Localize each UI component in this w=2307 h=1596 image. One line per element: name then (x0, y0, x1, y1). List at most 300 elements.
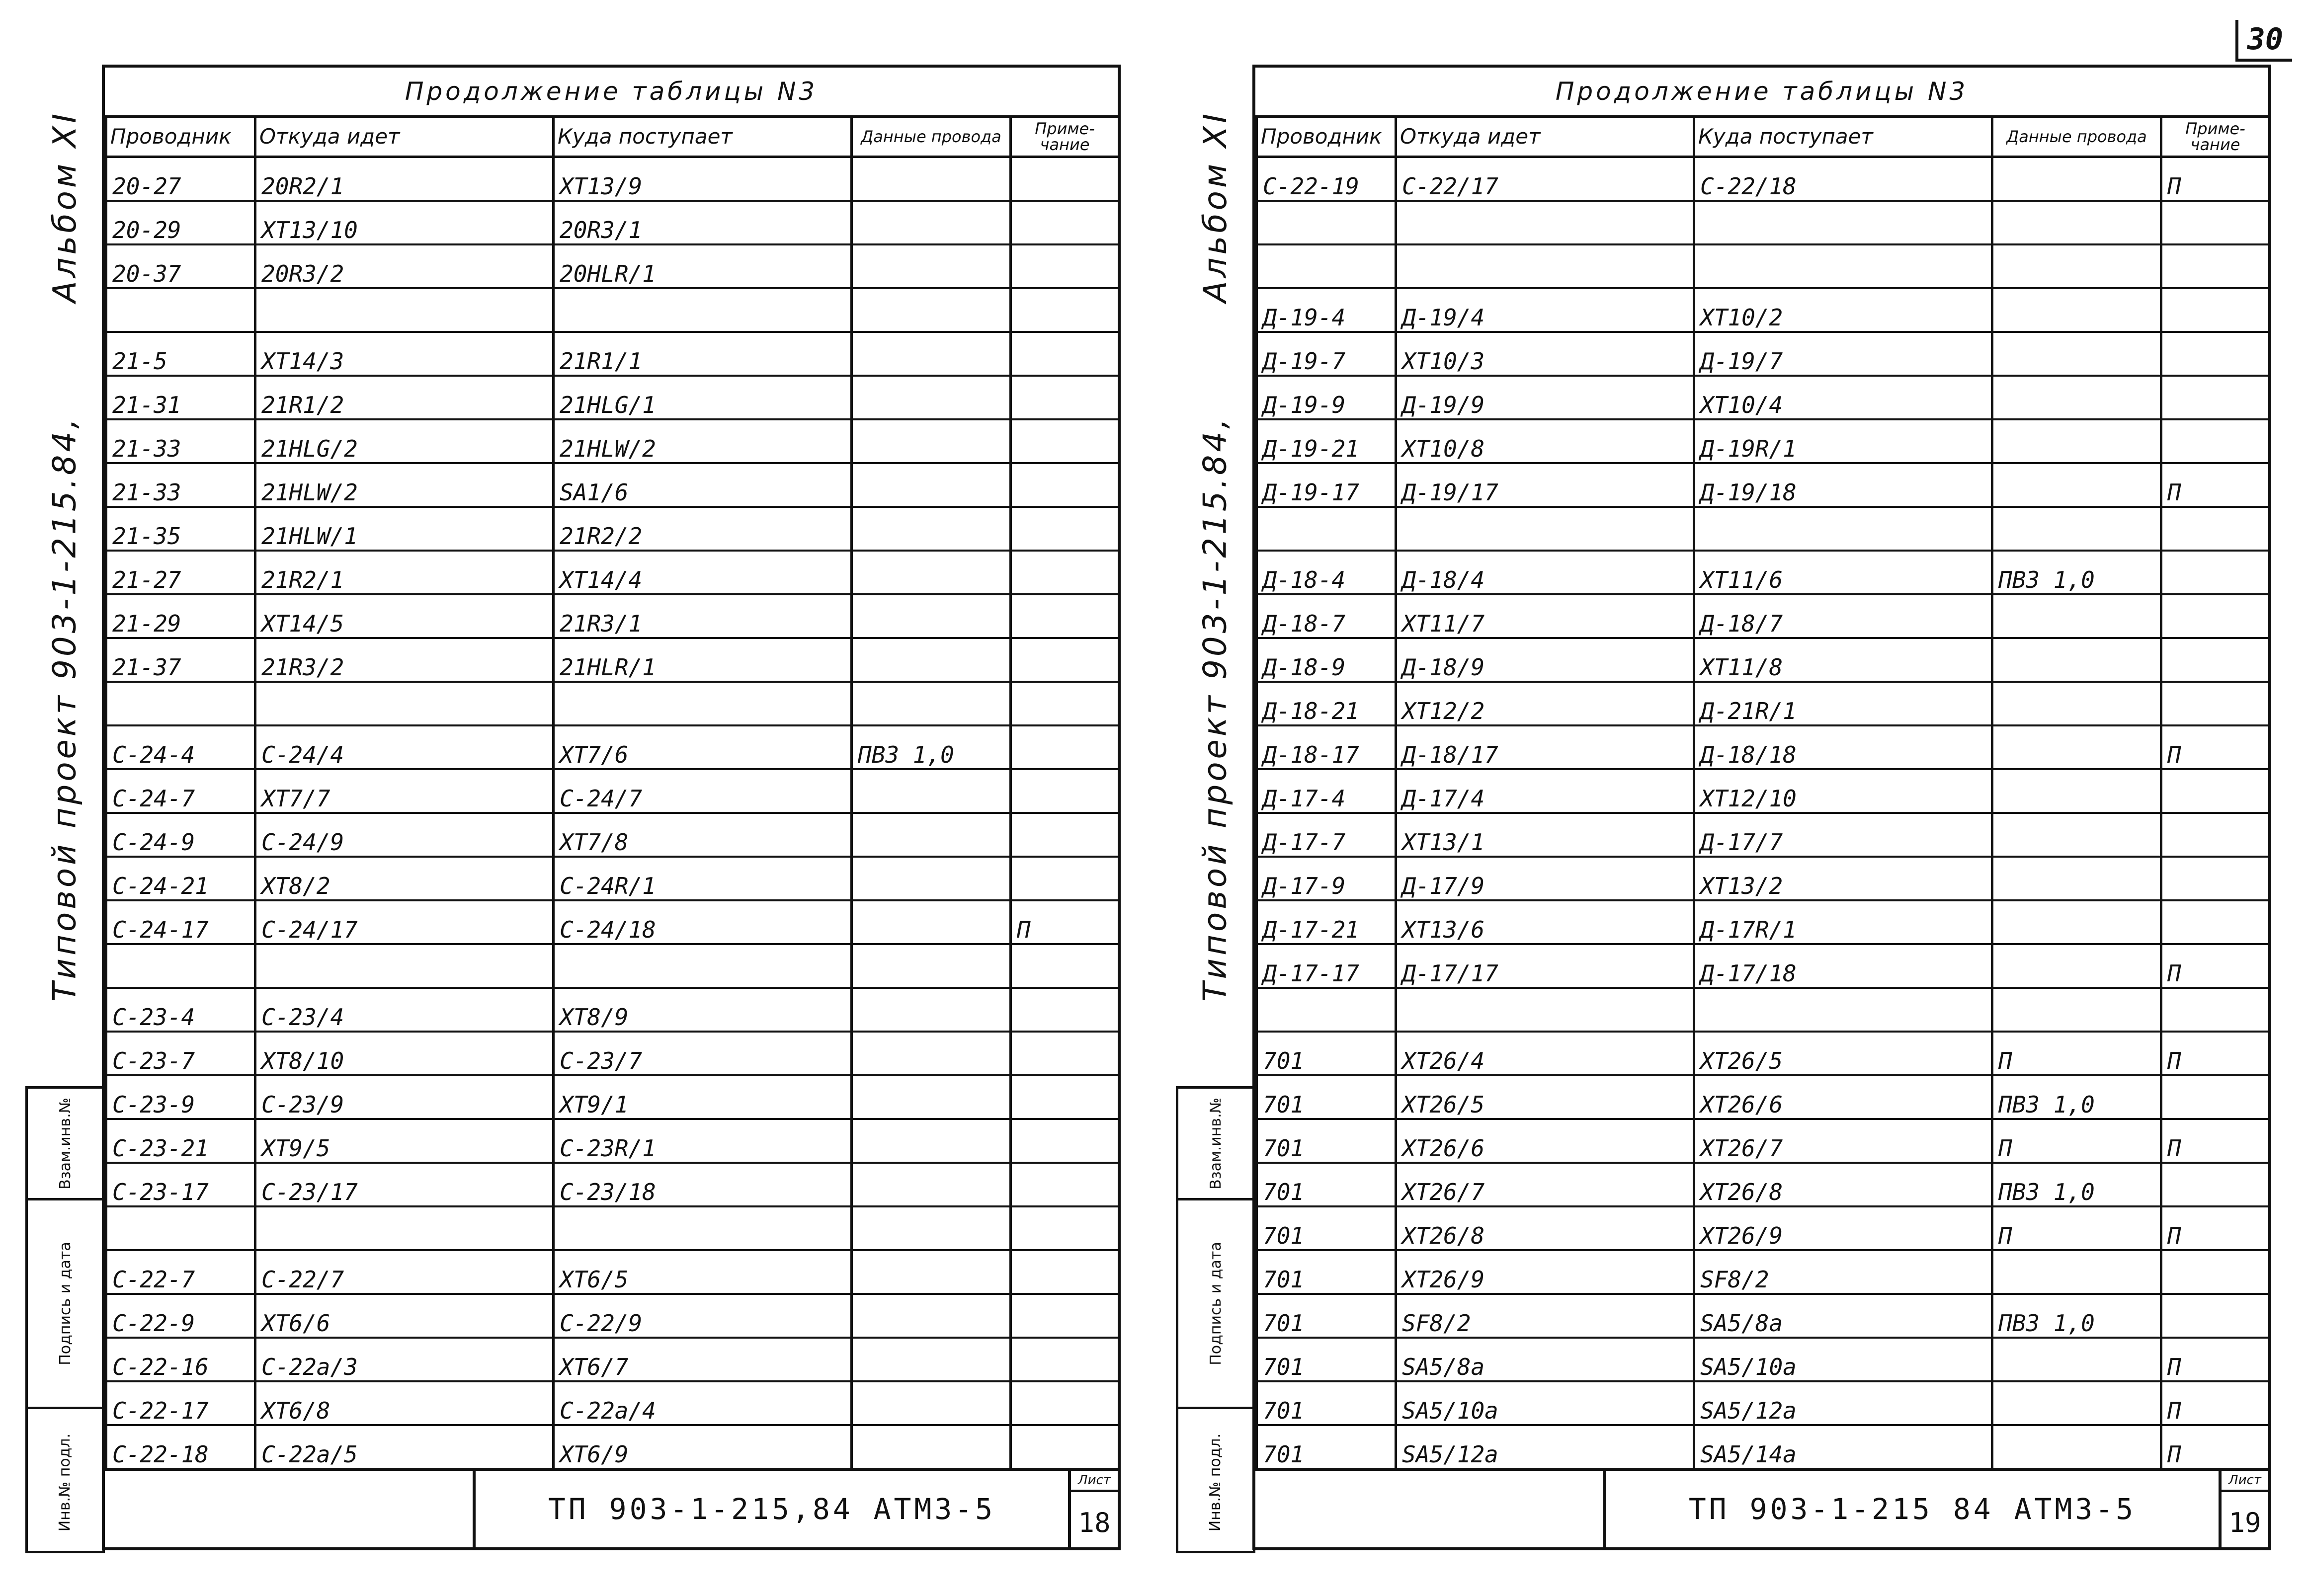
table-row (106, 638, 1119, 682)
cell-conductor: 21-29 (106, 594, 255, 638)
table-row (1257, 857, 2270, 900)
cell-from: C-22/17 (1396, 157, 1694, 201)
cell-note: П (2161, 1206, 2270, 1250)
cell-to (1694, 201, 1992, 244)
sheet-left (47, 65, 1121, 1550)
cell-to: SA1/6 (554, 463, 852, 507)
cell-note: П (2161, 1381, 2270, 1425)
cell-to: Д-21R/1 (1694, 682, 1992, 725)
cell-note (1011, 244, 1119, 288)
cell-from (255, 944, 554, 988)
cell-note (1011, 1163, 1119, 1206)
table-row (1257, 944, 2270, 988)
table-row (106, 1250, 1119, 1294)
cell-wire-data (852, 332, 1011, 376)
cell-note: П (2161, 1119, 2270, 1163)
cell-to: XT6/5 (554, 1250, 852, 1294)
cell-wire-data (852, 594, 1011, 638)
cell-conductor: 701 (1257, 1119, 1396, 1163)
cell-wire-data (1992, 988, 2161, 1032)
cell-note (2161, 332, 2270, 376)
cell-conductor: Д-17-4 (1257, 769, 1396, 813)
stamp-signature-date: Подпись и дата (1178, 1198, 1253, 1407)
sheet-label: Лист (2222, 1473, 2268, 1492)
cell-to: XT6/9 (554, 1425, 852, 1469)
cell-to (554, 682, 852, 725)
cell-to: C-22/18 (1694, 157, 1992, 201)
cell-from: Д-17/17 (1396, 944, 1694, 988)
document-designation: ТП 903-1-215 84 АТМ3-5 (1688, 1492, 2137, 1526)
cell-to (554, 1206, 852, 1250)
cell-from: XT26/8 (1396, 1206, 1694, 1250)
cell-to: C-23R/1 (554, 1119, 852, 1163)
cell-from: Д-18/4 (1396, 551, 1694, 594)
table-row (1257, 551, 2270, 594)
cell-from: 20R2/1 (255, 157, 554, 201)
cell-wire-data: П (1992, 1032, 2161, 1075)
header-conductor: Проводник (106, 117, 255, 157)
cell-wire-data (1992, 419, 2161, 463)
cell-conductor (1257, 244, 1396, 288)
table-row (106, 332, 1119, 376)
wire-table (105, 115, 1120, 1470)
cell-wire-data (852, 857, 1011, 900)
cell-to: XT11/6 (1694, 551, 1992, 594)
cell-note (2161, 1075, 2270, 1119)
cell-to: Д-17/7 (1694, 813, 1992, 857)
cell-note (1011, 1425, 1119, 1469)
cell-to (554, 944, 852, 988)
cell-note: П (2161, 1032, 2270, 1075)
cell-wire-data (852, 1163, 1011, 1206)
table-row (1257, 900, 2270, 944)
table-row (1257, 1119, 2270, 1163)
cell-note: П (2161, 944, 2270, 988)
cell-from: 20R3/2 (255, 244, 554, 288)
cell-conductor (106, 682, 255, 725)
cell-note (1011, 988, 1119, 1032)
cell-note (2161, 1294, 2270, 1338)
cell-from: SA5/8a (1396, 1338, 1694, 1381)
cell-conductor: 701 (1257, 1163, 1396, 1206)
cell-from (1396, 507, 1694, 551)
table-row (106, 944, 1119, 988)
cell-conductor: 701 (1257, 1425, 1396, 1469)
cell-note: П (2161, 1425, 2270, 1469)
cell-to: XT7/6 (554, 725, 852, 769)
cell-conductor: C-22-18 (106, 1425, 255, 1469)
cell-from: C-23/17 (255, 1163, 554, 1206)
cell-from (255, 288, 554, 332)
cell-note (1011, 1338, 1119, 1381)
table-row (106, 1425, 1119, 1469)
header-to: Куда поступает (1694, 117, 1992, 157)
table-row (106, 1119, 1119, 1163)
title-block (1255, 1468, 2268, 1547)
cell-wire-data (852, 638, 1011, 682)
cell-wire-data (852, 157, 1011, 201)
cell-conductor: Д-17-17 (1257, 944, 1396, 988)
table-row (106, 376, 1119, 419)
cell-wire-data (1992, 1250, 2161, 1294)
cell-wire-data (1992, 463, 2161, 507)
cell-conductor (1257, 507, 1396, 551)
table-row (106, 244, 1119, 288)
cell-note (2161, 376, 2270, 419)
cell-conductor: 701 (1257, 1381, 1396, 1425)
cell-note (1011, 682, 1119, 725)
cell-to: C-24R/1 (554, 857, 852, 900)
cell-conductor: 21-27 (106, 551, 255, 594)
cell-from: SA5/12a (1396, 1425, 1694, 1469)
table-row (106, 157, 1119, 201)
cell-wire-data (852, 463, 1011, 507)
cell-to: XT14/4 (554, 551, 852, 594)
cell-from: Д-18/17 (1396, 725, 1694, 769)
cell-note (1011, 813, 1119, 857)
cell-from: XT9/5 (255, 1119, 554, 1163)
table-row (106, 594, 1119, 638)
cell-from: XT10/3 (1396, 332, 1694, 376)
cell-conductor: C-22-9 (106, 1294, 255, 1338)
cell-note (1011, 1250, 1119, 1294)
cell-from: Д-18/9 (1396, 638, 1694, 682)
cell-to: 21R1/1 (554, 332, 852, 376)
sheet-number: 18 (1078, 1507, 1111, 1538)
cell-wire-data (1992, 682, 2161, 725)
stamp-original-inv: Инв.№ подл. (1178, 1407, 1253, 1556)
table-caption: Продолжение таблицы N3 (1555, 77, 1969, 106)
cell-to: Д-19R/1 (1694, 419, 1992, 463)
cell-wire-data (1992, 288, 2161, 332)
cell-to: XT26/5 (1694, 1032, 1992, 1075)
cell-wire-data (1992, 1425, 2161, 1469)
table-row (106, 1381, 1119, 1425)
cell-from: XT14/3 (255, 332, 554, 376)
cell-wire-data (1992, 638, 2161, 682)
cell-to: 21R2/2 (554, 507, 852, 551)
cell-wire-data (852, 1294, 1011, 1338)
cell-to: C-23/18 (554, 1163, 852, 1206)
table-row (106, 507, 1119, 551)
project-label: Типовой проект 903-1-215.84, (47, 415, 83, 1002)
cell-to: SA5/10a (1694, 1338, 1992, 1381)
cell-conductor: C-24-17 (106, 900, 255, 944)
cell-to: Д-19/7 (1694, 332, 1992, 376)
cell-conductor (1257, 201, 1396, 244)
stamp-original-inv: Инв.№ подл. (28, 1407, 102, 1556)
header-from: Откуда идет (255, 117, 554, 157)
cell-to: XT10/4 (1694, 376, 1992, 419)
cell-to: XT26/7 (1694, 1119, 1992, 1163)
table-row (1257, 332, 2270, 376)
table-row (1257, 813, 2270, 857)
cell-conductor: C-24-21 (106, 857, 255, 900)
cell-wire-data: ПВЗ 1,0 (1992, 1075, 2161, 1119)
cell-conductor: C-22-7 (106, 1250, 255, 1294)
sheet-right (1197, 65, 2271, 1550)
album-label: Альбом XI (47, 110, 83, 303)
cell-note (1011, 463, 1119, 507)
cell-note (1011, 594, 1119, 638)
cell-conductor: Д-18-9 (1257, 638, 1396, 682)
cell-to: 21HLW/2 (554, 419, 852, 463)
cell-note (2161, 900, 2270, 944)
cell-from: 21HLW/2 (255, 463, 554, 507)
cell-wire-data (852, 507, 1011, 551)
cell-conductor: C-23-17 (106, 1163, 255, 1206)
cell-conductor: Д-19-7 (1257, 332, 1396, 376)
cell-note (1011, 769, 1119, 813)
cell-to: Д-19/18 (1694, 463, 1992, 507)
cell-note (1011, 1381, 1119, 1425)
cell-note (2161, 201, 2270, 244)
cell-note (2161, 682, 2270, 725)
album-label: Альбом XI (1197, 110, 1234, 303)
cell-note (2161, 551, 2270, 594)
cell-conductor: Д-19-4 (1257, 288, 1396, 332)
cell-to: Д-17/18 (1694, 944, 1992, 988)
table-row (1257, 201, 2270, 244)
cell-from: XT6/8 (255, 1381, 554, 1425)
cell-note: П (2161, 1338, 2270, 1381)
header-wire-data: Данные провода (852, 117, 1011, 157)
cell-wire-data (852, 1206, 1011, 1250)
cell-note: П (2161, 157, 2270, 201)
cell-to: XT26/9 (1694, 1206, 1992, 1250)
cell-wire-data (1992, 813, 2161, 857)
cell-note (1011, 288, 1119, 332)
cell-to: XT6/7 (554, 1338, 852, 1381)
cell-to: XT26/6 (1694, 1075, 1992, 1119)
cell-conductor: 21-5 (106, 332, 255, 376)
cell-wire-data (852, 419, 1011, 463)
cell-conductor: 701 (1257, 1250, 1396, 1294)
stamp-replace-inv: Взам.инв.№ (56, 1097, 74, 1190)
cell-conductor: C-24-9 (106, 813, 255, 857)
cell-from: Д-17/4 (1396, 769, 1694, 813)
table-row (106, 725, 1119, 769)
cell-to (1694, 507, 1992, 551)
cell-from: XT11/7 (1396, 594, 1694, 638)
cell-conductor: Д-18-4 (1257, 551, 1396, 594)
table-row (1257, 157, 2270, 201)
cell-wire-data (852, 1338, 1011, 1381)
table-row (1257, 1075, 2270, 1119)
cell-conductor: C-23-7 (106, 1032, 255, 1075)
cell-from: XT14/5 (255, 594, 554, 638)
cell-note: П (2161, 463, 2270, 507)
table-row (1257, 594, 2270, 638)
cell-from: 21R2/1 (255, 551, 554, 594)
cell-from: SA5/10a (1396, 1381, 1694, 1425)
cell-to: SA5/8a (1694, 1294, 1992, 1338)
cell-conductor: C-23-4 (106, 988, 255, 1032)
cell-note (1011, 419, 1119, 463)
table-row (106, 813, 1119, 857)
table-row (106, 682, 1119, 725)
cell-from: C-22a/5 (255, 1425, 554, 1469)
cell-wire-data (852, 201, 1011, 244)
table-row (1257, 769, 2270, 813)
cell-to: 20R3/1 (554, 201, 852, 244)
cell-from: C-22/7 (255, 1250, 554, 1294)
cell-from (1396, 988, 1694, 1032)
cell-from: Д-19/4 (1396, 288, 1694, 332)
cell-conductor: 701 (1257, 1206, 1396, 1250)
cell-wire-data (852, 769, 1011, 813)
cell-conductor (106, 1206, 255, 1250)
cell-to: SA5/14a (1694, 1425, 1992, 1469)
table-row (106, 463, 1119, 507)
cell-conductor: Д-19-21 (1257, 419, 1396, 463)
cell-conductor: 21-31 (106, 376, 255, 419)
cell-conductor: 701 (1257, 1338, 1396, 1381)
cell-note (2161, 988, 2270, 1032)
cell-to: Д-18/18 (1694, 725, 1992, 769)
cell-note (1011, 332, 1119, 376)
page-number: 30 (2235, 20, 2292, 62)
cell-conductor: 21-35 (106, 507, 255, 551)
cell-note (1011, 201, 1119, 244)
cell-conductor (106, 288, 255, 332)
cell-from (1396, 244, 1694, 288)
cell-conductor: 21-33 (106, 463, 255, 507)
table-row (106, 551, 1119, 594)
cell-to: 21R3/1 (554, 594, 852, 638)
cell-to: XT7/8 (554, 813, 852, 857)
stamp-replace-inv: Взам.инв.№ (1207, 1097, 1225, 1190)
cell-wire-data (852, 288, 1011, 332)
cell-conductor: 701 (1257, 1032, 1396, 1075)
cell-to: C-22/9 (554, 1294, 852, 1338)
table-row (1257, 1206, 2270, 1250)
header-note: Приме-чание (2161, 117, 2270, 157)
cell-wire-data (1992, 1381, 2161, 1425)
cell-to: XT9/1 (554, 1075, 852, 1119)
cell-conductor: Д-17-21 (1257, 900, 1396, 944)
cell-from: XT13/6 (1396, 900, 1694, 944)
cell-wire-data (1992, 244, 2161, 288)
cell-from: XT26/5 (1396, 1075, 1694, 1119)
table-row (106, 1206, 1119, 1250)
table-header-row (106, 117, 1119, 157)
table-row (106, 201, 1119, 244)
table-row (106, 1032, 1119, 1075)
cell-from: XT7/7 (255, 769, 554, 813)
sheet-box (1068, 1471, 1118, 1547)
cell-conductor: Д-17-7 (1257, 813, 1396, 857)
cell-to: C-22a/4 (554, 1381, 852, 1425)
table-row (1257, 1338, 2270, 1381)
cell-to: C-24/7 (554, 769, 852, 813)
cell-conductor: 701 (1257, 1294, 1396, 1338)
cell-note (1011, 1206, 1119, 1250)
cell-wire-data (852, 1119, 1011, 1163)
table-row (1257, 638, 2270, 682)
cell-from: C-24/9 (255, 813, 554, 857)
cell-wire-data: ПВЗ 1,0 (1992, 551, 2161, 594)
cell-from: SF8/2 (1396, 1294, 1694, 1338)
cell-conductor: 20-29 (106, 201, 255, 244)
cell-from: C-23/9 (255, 1075, 554, 1119)
cell-to: 20HLR/1 (554, 244, 852, 288)
cell-wire-data (852, 988, 1011, 1032)
table-row (1257, 725, 2270, 769)
cell-conductor: Д-18-17 (1257, 725, 1396, 769)
cell-conductor: Д-17-9 (1257, 857, 1396, 900)
cell-to: XT8/9 (554, 988, 852, 1032)
cell-conductor (106, 944, 255, 988)
cell-to: 21HLG/1 (554, 376, 852, 419)
cell-wire-data: П (1992, 1119, 2161, 1163)
cell-from (255, 682, 554, 725)
cell-note (1011, 1032, 1119, 1075)
cell-from: Д-19/17 (1396, 463, 1694, 507)
sheet-box (2219, 1471, 2268, 1547)
cell-from: C-22a/3 (255, 1338, 554, 1381)
document-designation: ТП 903-1-215,84 АТМ3-5 (548, 1492, 996, 1526)
cell-to (554, 288, 852, 332)
cell-from: C-23/4 (255, 988, 554, 1032)
cell-note: П (2161, 725, 2270, 769)
cell-from: XT8/2 (255, 857, 554, 900)
cell-wire-data (1992, 507, 2161, 551)
cell-wire-data (1992, 944, 2161, 988)
table-row (1257, 1032, 2270, 1075)
cell-to: XT12/10 (1694, 769, 1992, 813)
cell-conductor: C-22-16 (106, 1338, 255, 1381)
table-row (106, 288, 1119, 332)
cell-to: Д-17R/1 (1694, 900, 1992, 944)
cell-from: Д-17/9 (1396, 857, 1694, 900)
cell-note (2161, 1250, 2270, 1294)
cell-note (1011, 1075, 1119, 1119)
table-row (1257, 419, 2270, 463)
cell-conductor: Д-19-9 (1257, 376, 1396, 419)
cell-note (1011, 1294, 1119, 1338)
cell-note (2161, 813, 2270, 857)
header-to: Куда поступает (554, 117, 852, 157)
cell-from: XT12/2 (1396, 682, 1694, 725)
table-row (1257, 244, 2270, 288)
table-row (1257, 682, 2270, 725)
cell-wire-data (1992, 376, 2161, 419)
cell-from: XT26/6 (1396, 1119, 1694, 1163)
cell-conductor: 701 (1257, 1075, 1396, 1119)
cell-from: XT26/4 (1396, 1032, 1694, 1075)
stamp-signature-date: Подпись и дата (28, 1198, 102, 1407)
cell-from: XT13/10 (255, 201, 554, 244)
cell-wire-data (852, 244, 1011, 288)
cell-note (1011, 944, 1119, 988)
cell-from: XT6/6 (255, 1294, 554, 1338)
cell-conductor: Д-18-7 (1257, 594, 1396, 638)
cell-wire-data: ПВЗ 1,0 (1992, 1294, 2161, 1338)
cell-from: XT10/8 (1396, 419, 1694, 463)
cell-wire-data (1992, 769, 2161, 813)
cell-conductor: C-23-9 (106, 1075, 255, 1119)
cell-conductor: 20-27 (106, 157, 255, 201)
cell-to (1694, 988, 1992, 1032)
table-row (1257, 1294, 2270, 1338)
header-wire-data: Данные провода (1992, 117, 2161, 157)
cell-conductor (1257, 988, 1396, 1032)
cell-from: XT13/1 (1396, 813, 1694, 857)
cell-from: C-24/4 (255, 725, 554, 769)
cell-wire-data (852, 1075, 1011, 1119)
cell-note (2161, 244, 2270, 288)
